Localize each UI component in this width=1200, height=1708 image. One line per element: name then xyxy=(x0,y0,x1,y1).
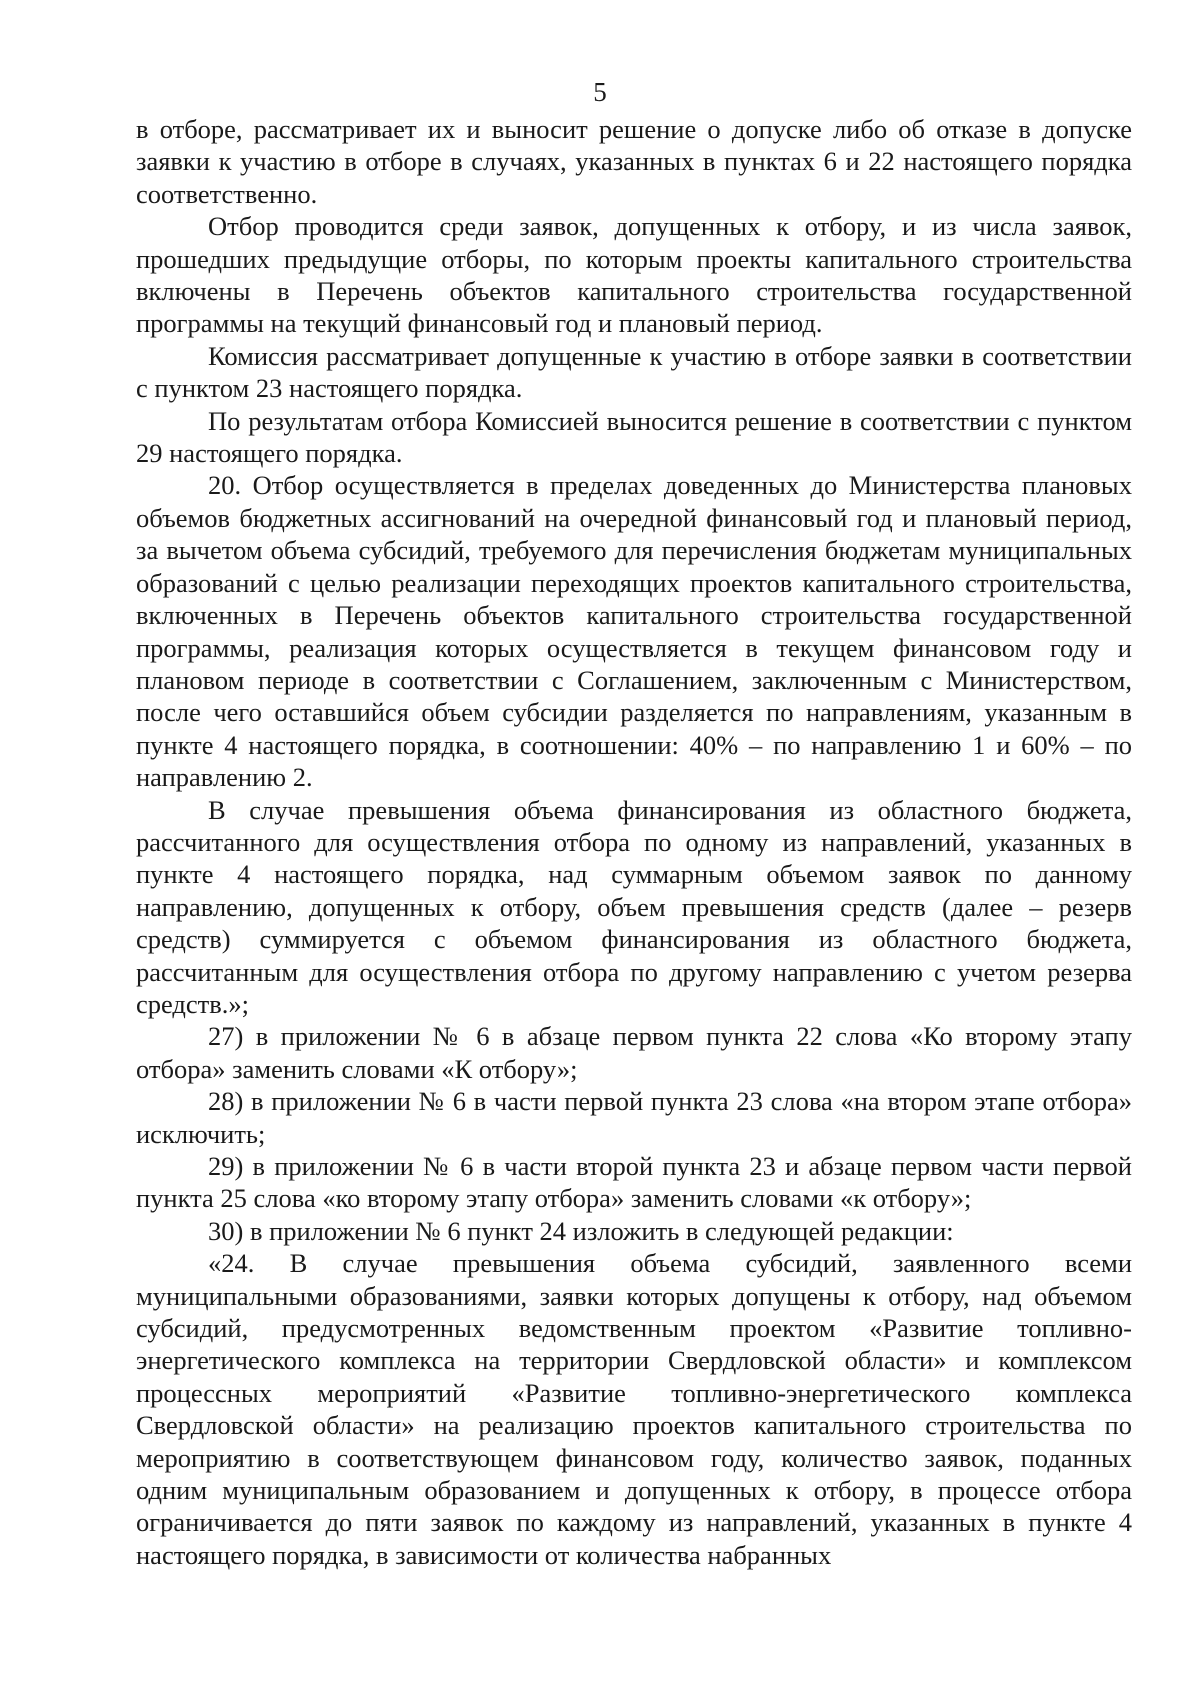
paragraph-item-20: 20. Отбор осуществляется в пределах доведенных до Министерства плановых объемов бюджетных ассигнований на очередной финансовый год и плановый период, за вычетом объема субсидий, требуемого для перечисления бюджетам муниципальных образований с целью реализации переходящих проектов капитального строительства, включенных в Перечень объектов капитального строительства государственной программы, реализация которых осуществляется в текущем финансовом году и плановом периоде в соответствии с Соглашением, заключенным с Министерством, после чего оставшийся объем субсидии разделяется по направлениям, указанным в пункте 4 настоящего порядка, в соотношении: 40% – по направлению 1 и 60% – по направлению 2. xyxy=(136,470,1132,793)
paragraph-selection-results: По результатам отбора Комиссией выносится решение в соответствии с пунктом 29 настоящего порядка. xyxy=(136,405,1132,469)
paragraph-selection-scope: Отбор проводится среди заявок, допущенных к отбору, и из числа заявок, прошедших предыдущие отборы, по которым проекты капитального строительства включены в Перечень объектов капитального строительства государственной программы на текущий финансовый год и плановый период. xyxy=(136,211,1132,339)
paragraph-item-27: 27) в приложении № 6 в абзаце первом пункта 22 слова «Ко второму этапу отбора» заменить словами «К отбору»; xyxy=(136,1021,1132,1084)
paragraph-item-24-text: «24. В случае превышения объема субсидий, заявленного всеми муниципальными образованиями, заявки которых допущены к отбору, над объемом субсидий, предусмотренных ведомственным проектом «Развитие топливно-энергетического комплекса на территории Свердловской области» и комплексом процессных мероприятий «Развитие топливно-энергетического комплекса Свердловской области» на реализацию проектов капитального строительства по мероприятию в соответствующем финансовом году, количество заявок, поданных одним муниципальным образованием и допущенных к отбору, в процессе отбора ограничивается до пяти заявок по каждому из направлений, указанных в пункте 4 настоящего порядка, в зависимости от количества набранных xyxy=(136,1248,1132,1570)
paragraph-continuation: в отборе, рассматривает их и выносит решение о допуске либо об отказе в допуске заявки к участию в отборе в случаях, указанных в пунктах 6 и 22 настоящего порядка соответственно. xyxy=(136,114,1132,209)
paragraph-reserve-funds: В случае превышения объема финансирования из областного бюджета, рассчитанного для осуществления отбора по одному из направлений, указанных в пункте 4 настоящего порядка, над суммарным объемом заявок по данному направлению, допущенных к отбору, объем превышения средств (далее – резерв средств) суммируется с объемом финансирования из областного бюджета, рассчитанным для осуществления отбора по другому направлению с учетом резерва средств.»; xyxy=(136,794,1132,1019)
paragraph-item-30: 30) в приложении № 6 пункт 24 изложить в следующей редакции: xyxy=(208,1215,954,1246)
paragraph-item-29: 29) в приложении № 6 в части второй пункта 23 и абзаце первом части первой пункта 25 слова «ко второму этапу отбора» заменить словами «к отбору»; xyxy=(136,1151,1132,1214)
paragraph-commission-review: Комиссия рассматривает допущенные к участию в отборе заявки в соответствии с пунктом 23 настоящего порядка. xyxy=(136,340,1132,404)
document-body xyxy=(136,113,1132,1571)
paragraph-item-28: 28) в приложении № 6 в части первой пункта 23 слова «на втором этапе отбора» исключить; xyxy=(136,1086,1132,1149)
page-number: 5 xyxy=(593,77,607,107)
